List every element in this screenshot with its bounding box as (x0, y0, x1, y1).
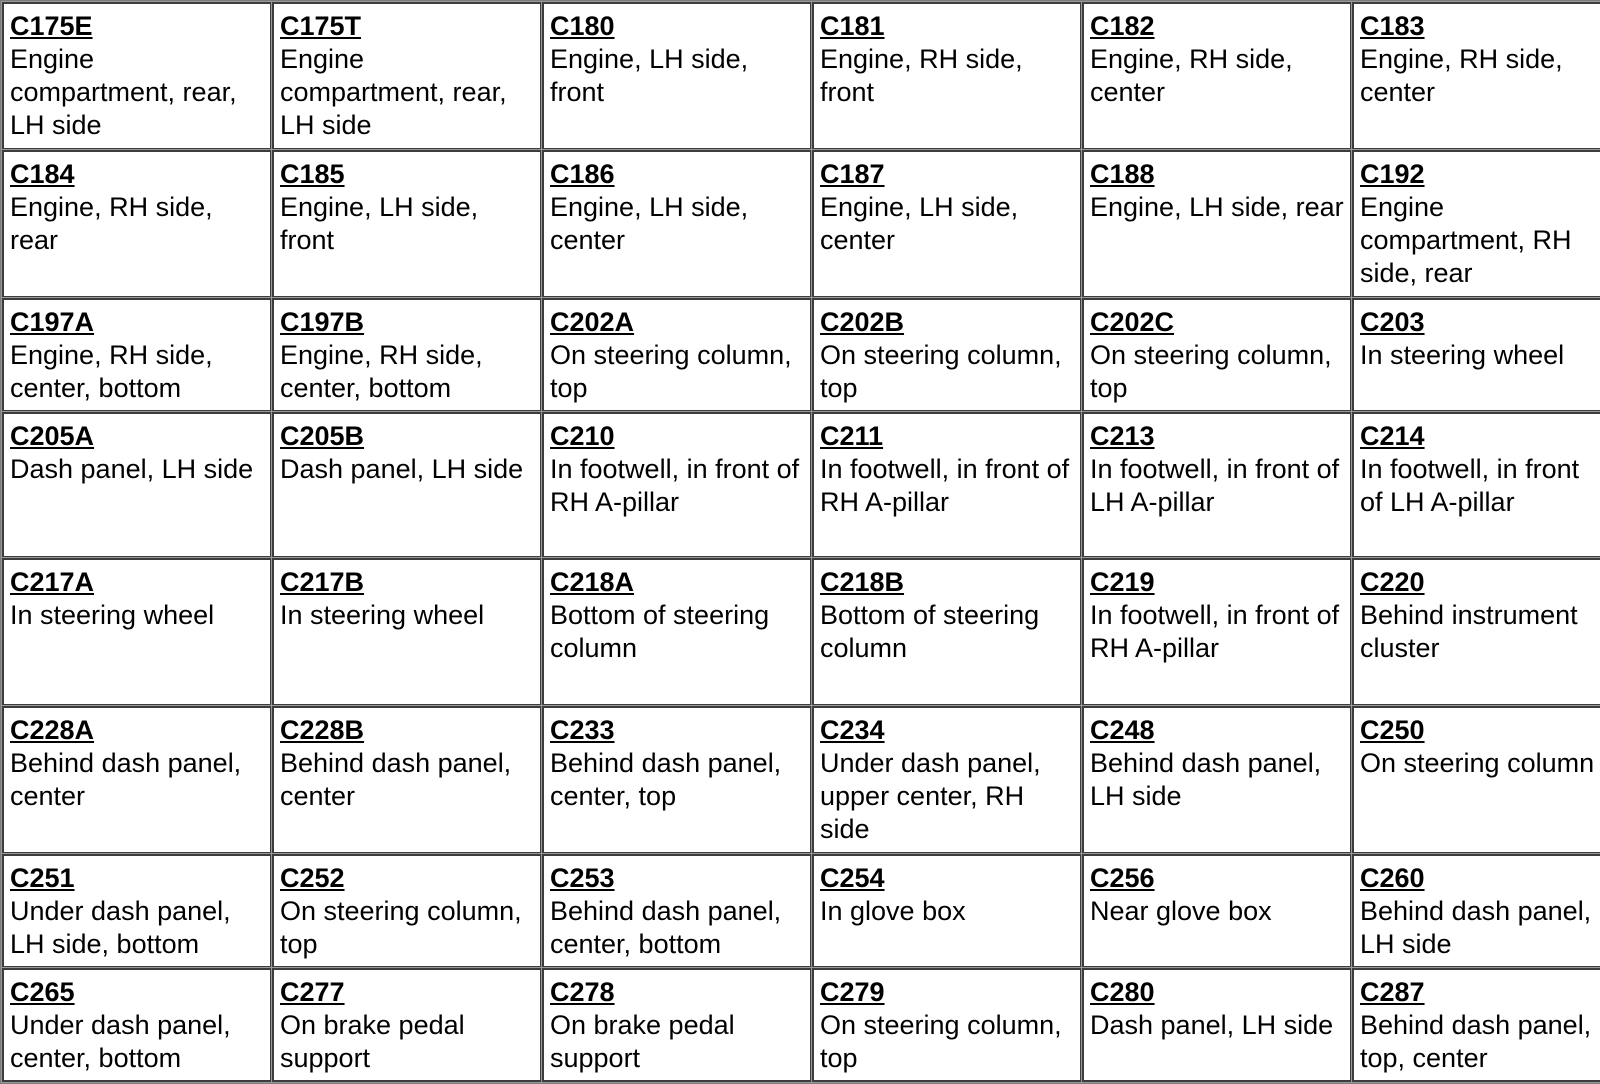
connector-location: In footwell, in front of RH A-pillar (820, 454, 1070, 517)
connector-cell (1352, 150, 1600, 298)
connector-location: In footwell, in front of RH A-pillar (1090, 600, 1340, 663)
connector-location: Behind instrument cluster (1360, 600, 1578, 663)
connector-code: C182 (1090, 11, 1155, 41)
connector-code: C213 (1090, 421, 1155, 451)
connector-cell (1082, 298, 1352, 412)
connector-code: C187 (820, 159, 885, 189)
connector-location: On steering column, top (280, 896, 522, 959)
connector-location: Behind dash panel, center, top (550, 748, 782, 811)
connector-location: Engine compartment, RH side, rear (1360, 192, 1572, 288)
connector-code: C280 (1090, 977, 1155, 1007)
connector-code: C228B (280, 715, 365, 745)
connector-location: In footwell, in front of RH A-pillar (550, 454, 800, 517)
connector-code: C202C (1090, 307, 1175, 337)
connector-location: In footwell, in front of LH A-pillar (1090, 454, 1340, 517)
connector-location: Bottom of steering column (550, 600, 770, 663)
connector-location: Engine, RH side, rear (10, 192, 213, 255)
connector-cell (542, 854, 812, 968)
connector-code: C202A (550, 307, 635, 337)
connector-code: C180 (550, 11, 615, 41)
table-row (2, 2, 1600, 150)
connector-code: C205A (10, 421, 95, 451)
connector-code: C205B (280, 421, 365, 451)
connector-location: Behind dash panel, center, bottom (550, 896, 782, 959)
connector-cell (2, 298, 272, 412)
table-row (2, 150, 1600, 298)
connector-cell (2, 968, 272, 1082)
connector-code: C175E (10, 11, 93, 41)
connector-code: C248 (1090, 715, 1155, 745)
connector-location: Engine, RH side, center (1360, 44, 1563, 107)
connector-code: C250 (1360, 715, 1425, 745)
connector-code: C251 (10, 863, 75, 893)
connector-location: Behind dash panel, center (280, 748, 512, 811)
connector-cell (812, 412, 1082, 558)
connector-code: C218A (550, 567, 635, 597)
connector-cell (542, 558, 812, 706)
connector-cell (542, 968, 812, 1082)
connector-code: C186 (550, 159, 615, 189)
connector-location: Engine compartment, rear, LH side (10, 44, 237, 140)
connector-cell (2, 706, 272, 854)
connector-cell (1352, 2, 1600, 150)
connector-location: In footwell, in front of LH A-pillar (1360, 454, 1580, 517)
connector-locator-body (2, 2, 1600, 1082)
connector-location: Engine, LH side, front (280, 192, 479, 255)
connector-cell (272, 706, 542, 854)
connector-cell (1082, 558, 1352, 706)
connector-location: Behind dash panel, top, center (1360, 1010, 1592, 1073)
connector-code: C233 (550, 715, 615, 745)
connector-code: C211 (820, 421, 884, 451)
connector-cell (272, 412, 542, 558)
connector-location: Engine, RH side, center, bottom (280, 340, 483, 403)
connector-location: Dash panel, LH side (1090, 1010, 1334, 1040)
connector-location: Engine, LH side, front (550, 44, 749, 107)
connector-location: Behind dash panel, LH side (1090, 748, 1322, 811)
connector-code: C183 (1360, 11, 1425, 41)
connector-location: On steering column, top (1090, 340, 1332, 403)
connector-code: C210 (550, 421, 615, 451)
connector-code: C192 (1360, 159, 1425, 189)
connector-location: Engine, LH side, center (550, 192, 749, 255)
connector-cell (812, 558, 1082, 706)
connector-cell (1352, 298, 1600, 412)
table-row (2, 298, 1600, 412)
connector-code: C181 (820, 11, 885, 41)
connector-location: Under dash panel, center, bottom (10, 1010, 231, 1073)
connector-cell (1082, 854, 1352, 968)
connector-location: Engine, LH side, center (820, 192, 1019, 255)
connector-location: In glove box (820, 896, 966, 926)
connector-location: Engine compartment, rear, LH side (280, 44, 507, 140)
connector-code: C203 (1360, 307, 1425, 337)
connector-code: C278 (550, 977, 615, 1007)
connector-cell (1352, 968, 1600, 1082)
connector-location: Engine, RH side, center, bottom (10, 340, 213, 403)
table-row (2, 412, 1600, 558)
connector-code: C214 (1360, 421, 1425, 451)
connector-code: C256 (1090, 863, 1155, 893)
connector-cell (1352, 412, 1600, 558)
connector-location: Behind dash panel, LH side (1360, 896, 1592, 959)
connector-code: C252 (280, 863, 345, 893)
table-row (2, 706, 1600, 854)
connector-code: C287 (1360, 977, 1425, 1007)
connector-code: C197B (280, 307, 365, 337)
connector-cell (272, 150, 542, 298)
connector-cell (2, 412, 272, 558)
connector-code: C228A (10, 715, 95, 745)
connector-cell (272, 968, 542, 1082)
connector-cell (272, 558, 542, 706)
connector-code: C220 (1360, 567, 1425, 597)
connector-cell (1082, 2, 1352, 150)
connector-location: On steering column, top (820, 340, 1062, 403)
connector-location: On brake pedal support (280, 1010, 465, 1073)
connector-cell (272, 2, 542, 150)
connector-location: In steering wheel (10, 600, 215, 630)
connector-code: C175T (280, 11, 362, 41)
connector-cell (542, 412, 812, 558)
connector-location: Dash panel, LH side (280, 454, 524, 484)
connector-cell (1082, 412, 1352, 558)
connector-location: On brake pedal support (550, 1010, 735, 1073)
connector-cell (2, 854, 272, 968)
connector-code: C184 (10, 159, 75, 189)
connector-cell (2, 558, 272, 706)
connector-cell (542, 706, 812, 854)
connector-location: Engine, RH side, front (820, 44, 1023, 107)
connector-cell (2, 2, 272, 150)
connector-location: Engine, RH side, center (1090, 44, 1293, 107)
connector-location: Near glove box (1090, 896, 1272, 926)
connector-cell (812, 298, 1082, 412)
connector-cell (272, 298, 542, 412)
connector-code: C277 (280, 977, 345, 1007)
connector-location: On steering column (1360, 748, 1595, 778)
connector-location: Dash panel, LH side (10, 454, 254, 484)
connector-location: Under dash panel, LH side, bottom (10, 896, 231, 959)
connector-cell (542, 150, 812, 298)
table-row (2, 968, 1600, 1082)
connector-cell (812, 2, 1082, 150)
connector-location: In steering wheel (280, 600, 485, 630)
connector-code: C254 (820, 863, 885, 893)
connector-location: In steering wheel (1360, 340, 1565, 370)
connector-cell (812, 968, 1082, 1082)
connector-cell (1082, 150, 1352, 298)
connector-code: C202B (820, 307, 905, 337)
connector-location: Bottom of steering column (820, 600, 1040, 663)
connector-cell (1352, 706, 1600, 854)
connector-code: C217A (10, 567, 95, 597)
connector-code: C185 (280, 159, 345, 189)
connector-code: C218B (820, 567, 905, 597)
connector-code: C219 (1090, 567, 1155, 597)
connector-code: C234 (820, 715, 885, 745)
connector-location: Engine, LH side, rear (1090, 192, 1344, 222)
table-row (2, 854, 1600, 968)
connector-code: C260 (1360, 863, 1425, 893)
connector-location: Under dash panel, upper center, RH side (820, 748, 1041, 844)
connector-code: C188 (1090, 159, 1155, 189)
connector-code: C197A (10, 307, 95, 337)
connector-cell (542, 298, 812, 412)
connector-cell (1082, 968, 1352, 1082)
connector-code: C265 (10, 977, 75, 1007)
connector-cell (812, 150, 1082, 298)
connector-location: Behind dash panel, center (10, 748, 242, 811)
connector-code: C217B (280, 567, 365, 597)
connector-cell (812, 854, 1082, 968)
connector-cell (812, 706, 1082, 854)
connector-location: On steering column, top (820, 1010, 1062, 1073)
connector-cell (1082, 706, 1352, 854)
table-row (2, 558, 1600, 706)
connector-cell (1352, 854, 1600, 968)
connector-code: C253 (550, 863, 615, 893)
connector-code: C279 (820, 977, 885, 1007)
connector-cell (1352, 558, 1600, 706)
connector-location: On steering column, top (550, 340, 792, 403)
connector-cell (2, 150, 272, 298)
connector-cell (542, 2, 812, 150)
connector-cell (272, 854, 542, 968)
